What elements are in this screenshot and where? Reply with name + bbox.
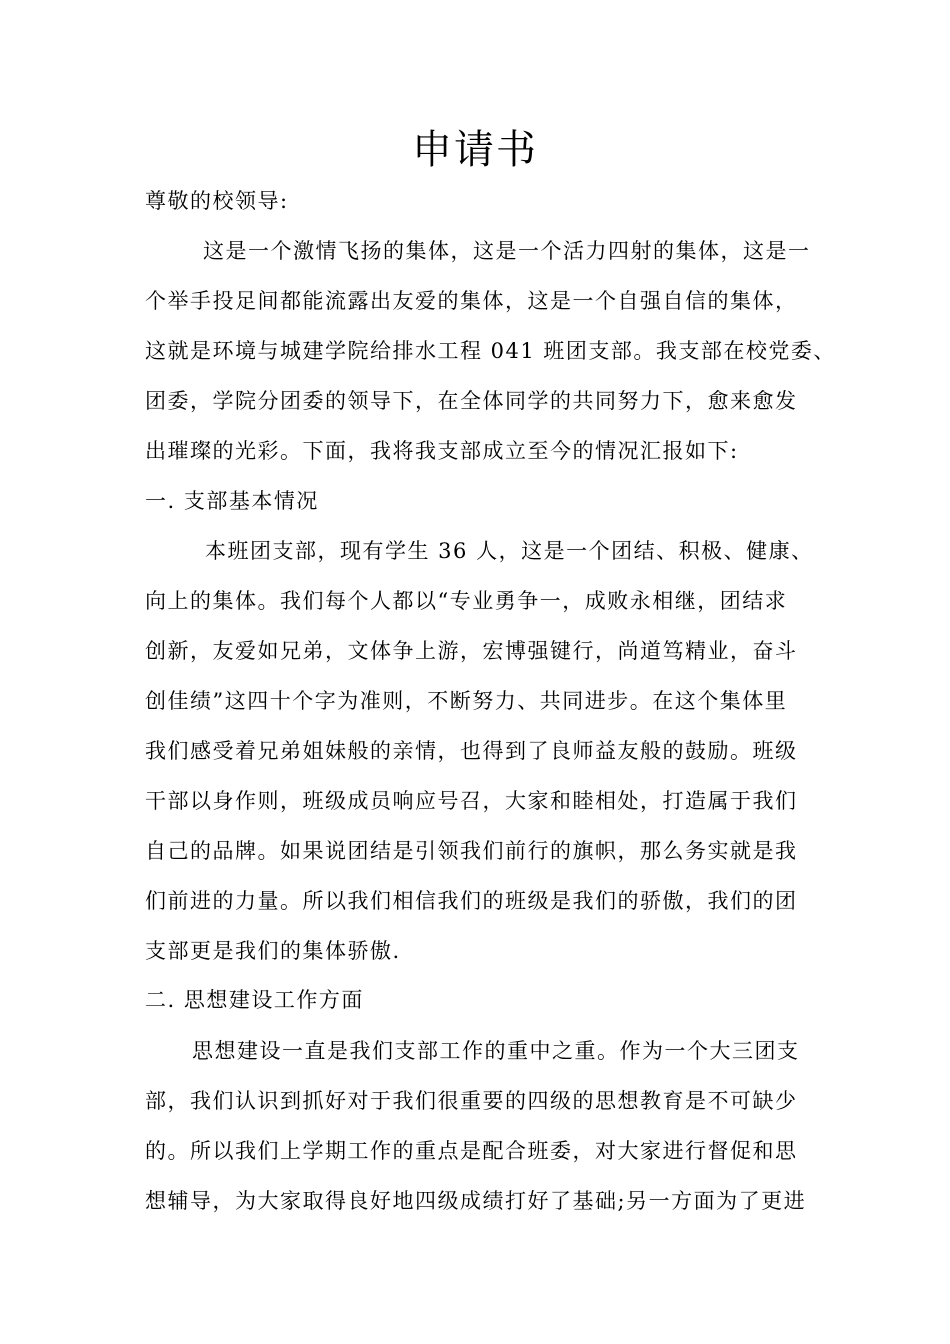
body-line: 这是一个激情飞扬的集体，这是一个活力四射的集体，这是一 bbox=[203, 239, 811, 263]
body-line: 出璀璨的光彩。下面，我将我支部成立至今的情况汇报如下: bbox=[145, 439, 739, 463]
body-line: 部，我们认识到抓好对于我们很重要的四级的思想教育是不可缺少 bbox=[145, 1089, 798, 1113]
body-line: 思想建设一直是我们支部工作的重中之重。作为一个大三团支 bbox=[192, 1039, 800, 1063]
body-line: 的。所以我们上学期工作的重点是配合班委，对大家进行督促和思 bbox=[145, 1139, 798, 1163]
body-line: 团委，学院分团委的领导下，在全体同学的共同努力下，愈来愈发 bbox=[145, 389, 798, 413]
body-line: 这就是环境与城建学院给排水工程 041 班团支部。我支部在校党委、 bbox=[145, 339, 836, 363]
body-line: 本班团支部，现有学生 36 人，这是一个团结、积极、健康、 bbox=[205, 539, 814, 563]
body-line: 想辅导，为大家取得良好地四级成绩打好了基础;另一方面为了更进 bbox=[145, 1189, 807, 1213]
body-line: 我们感受着兄弟姐妹般的亲情，也得到了良师益友般的鼓励。班级 bbox=[145, 739, 798, 763]
body-line: 尊敬的校领导: bbox=[145, 189, 289, 213]
document-title: 申请书 bbox=[412, 127, 538, 173]
body-line: 支部更是我们的集体骄傲. bbox=[145, 939, 401, 963]
body-line: 创佳绩”这四十个字为准则，不断努力、共同进步。在这个集体里 bbox=[145, 689, 788, 713]
body-line: 个举手投足间都能流露出友爱的集体，这是一个自强自信的集体， bbox=[145, 289, 798, 313]
body-line: 二. 思想建设工作方面 bbox=[145, 988, 364, 1012]
body-line: 创新，友爱如兄弟，文体争上游，宏博强键行，尚道笃精业，奋斗 bbox=[145, 639, 798, 663]
body-line: 一. 支部基本情况 bbox=[145, 489, 319, 513]
body-line: 向上的集体。我们每个人都以“专业勇争一，成败永相继，团结求 bbox=[145, 589, 788, 613]
body-line: 们前进的力量。所以我们相信我们的班级是我们的骄傲，我们的团 bbox=[145, 889, 798, 913]
body-line: 干部以身作则，班级成员响应号召，大家和睦相处，打造属于我们 bbox=[145, 789, 798, 813]
body-line: 自己的品牌。如果说团结是引领我们前行的旗帜，那么务实就是我 bbox=[145, 839, 798, 863]
